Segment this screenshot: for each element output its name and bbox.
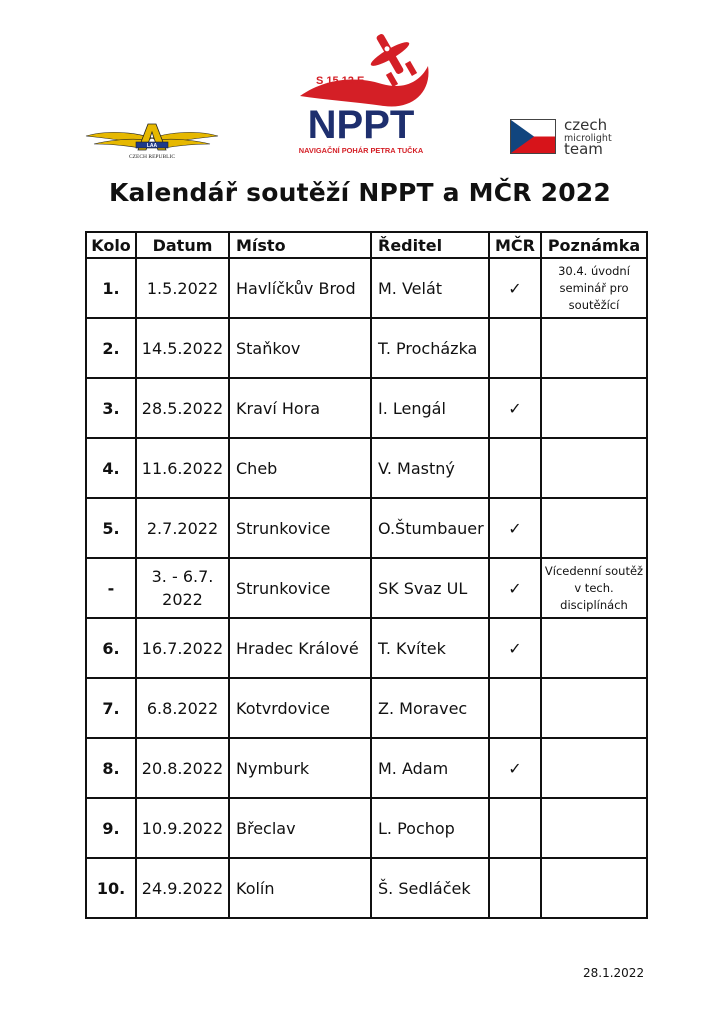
mcr-check-cell (489, 858, 541, 918)
director-cell: M. Velát (371, 258, 489, 318)
nppt-wordmark: NPPT (307, 103, 415, 147)
round-number-cell: 10. (86, 858, 136, 918)
table-row (86, 678, 647, 738)
round-number-cell: 5. (86, 498, 136, 558)
mcr-check-cell (489, 318, 541, 378)
header-misto: Místo (229, 232, 371, 258)
mcr-check-cell: ✓ (489, 618, 541, 678)
location-cell: Kolín (229, 858, 371, 918)
round-number-cell: 1. (86, 258, 136, 318)
competition-calendar-table (85, 231, 648, 919)
note-cell (541, 678, 647, 738)
document-date: 28.1.2022 (583, 966, 645, 980)
location-cell: Břeclav (229, 798, 371, 858)
header-datum: Datum (136, 232, 229, 258)
laa-caption: CZECH REPUBLIC (129, 154, 175, 160)
date-cell: 28.5.2022 (136, 378, 229, 438)
mcr-check-cell: ✓ (489, 258, 541, 318)
mcr-check-cell (489, 678, 541, 738)
director-cell: T. Kvítek (371, 618, 489, 678)
director-cell: V. Mastný (371, 438, 489, 498)
table-row (86, 438, 647, 498)
location-cell: Strunkovice (229, 558, 371, 618)
round-number-cell: 2. (86, 318, 136, 378)
director-cell: Š. Sedláček (371, 858, 489, 918)
location-cell: Nymburk (229, 738, 371, 798)
table-body (86, 258, 647, 918)
mcr-check-cell (489, 438, 541, 498)
table-row (86, 738, 647, 798)
mcr-check-cell (489, 798, 541, 858)
mcr-check-cell: ✓ (489, 738, 541, 798)
table-row (86, 618, 647, 678)
table-row (86, 378, 647, 438)
czech-microlight-team-logo (510, 116, 640, 156)
note-cell (541, 378, 647, 438)
table-row (86, 318, 647, 378)
location-cell: Kraví Hora (229, 378, 371, 438)
director-cell: Z. Moravec (371, 678, 489, 738)
date-cell: 16.7.2022 (136, 618, 229, 678)
round-number-cell: 7. (86, 678, 136, 738)
cmt-line2: microlight (564, 133, 612, 144)
table-row (86, 498, 647, 558)
page-title: Kalendář soutěží NPPT a MČR 2022 (108, 178, 611, 207)
director-cell: O.Štumbauer (371, 498, 489, 558)
location-cell: Hradec Králové (229, 618, 371, 678)
note-cell (541, 618, 647, 678)
mcr-check-cell: ✓ (489, 558, 541, 618)
table-row (86, 258, 647, 318)
date-cell: 3. - 6.7. 2022 (136, 558, 229, 618)
note-cell (541, 798, 647, 858)
date-cell: 1.5.2022 (136, 258, 229, 318)
round-number-cell: - (86, 558, 136, 618)
location-cell: Kotvrdovice (229, 678, 371, 738)
table-row (86, 798, 647, 858)
header-reditel: Ředitel (371, 232, 489, 258)
nppt-subtitle: NAVIGAČNÍ POHÁR PETRA TUČKA (298, 146, 424, 155)
date-cell: 2.7.2022 (136, 498, 229, 558)
header-kolo: Kolo (86, 232, 136, 258)
note-cell (541, 318, 647, 378)
date-cell: 10.9.2022 (136, 798, 229, 858)
note-cell: 30.4. úvodní seminář pro soutěžící (541, 258, 647, 318)
location-cell: Staňkov (229, 318, 371, 378)
table-row (86, 558, 647, 618)
note-cell (541, 498, 647, 558)
header-mcr: MČR (489, 232, 541, 258)
date-cell: 24.9.2022 (136, 858, 229, 918)
round-number-cell: 8. (86, 738, 136, 798)
director-cell: T. Procházka (371, 318, 489, 378)
round-number-cell: 4. (86, 438, 136, 498)
cmt-line3: team (564, 140, 603, 156)
director-cell: M. Adam (371, 738, 489, 798)
mcr-check-cell: ✓ (489, 498, 541, 558)
round-number-cell: 6. (86, 618, 136, 678)
date-cell: 6.8.2022 (136, 678, 229, 738)
location-cell: Havlíčkův Brod (229, 258, 371, 318)
nppt-badge: S 15 12 E (316, 75, 365, 87)
date-cell: 14.5.2022 (136, 318, 229, 378)
date-cell: 20.8.2022 (136, 738, 229, 798)
table-row (86, 858, 647, 918)
laa-czech-republic-logo (84, 120, 220, 162)
note-cell (541, 438, 647, 498)
nppt-logo (286, 26, 436, 158)
note-cell: Vícedenní soutěž v tech. disciplínách (541, 558, 647, 618)
location-cell: Strunkovice (229, 498, 371, 558)
round-number-cell: 9. (86, 798, 136, 858)
director-cell: SK Svaz UL (371, 558, 489, 618)
cmt-line1: czech (564, 116, 608, 134)
header-poznamka: Poznámka (541, 232, 647, 258)
note-cell (541, 738, 647, 798)
director-cell: I. Lengál (371, 378, 489, 438)
svg-text:LAA: LAA (146, 143, 158, 149)
location-cell: Cheb (229, 438, 371, 498)
table-header-row (86, 232, 647, 258)
date-cell: 11.6.2022 (136, 438, 229, 498)
note-cell (541, 858, 647, 918)
round-number-cell: 3. (86, 378, 136, 438)
director-cell: L. Pochop (371, 798, 489, 858)
mcr-check-cell: ✓ (489, 378, 541, 438)
